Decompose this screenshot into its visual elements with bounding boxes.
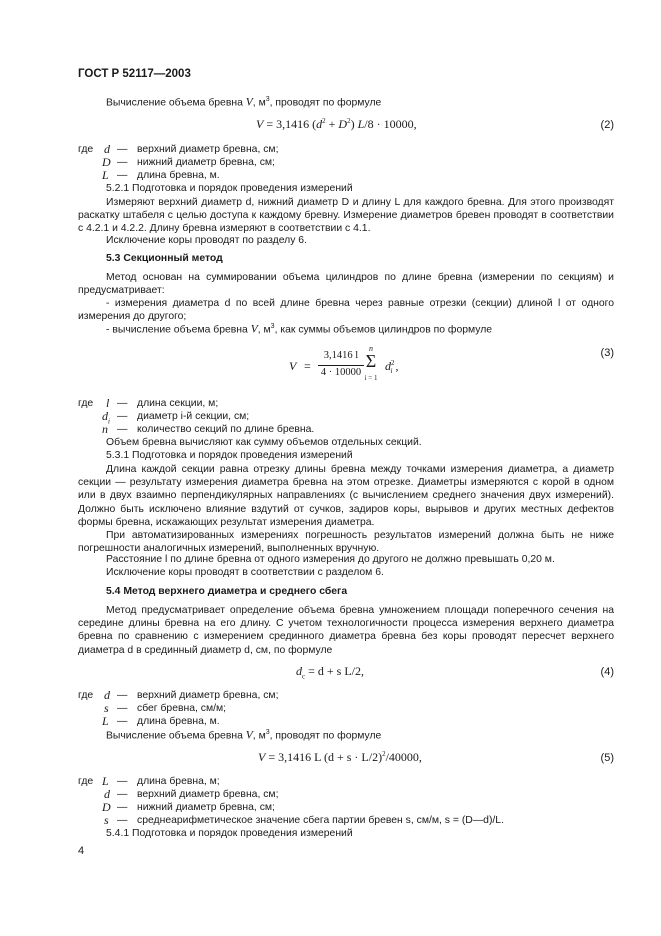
dash: — [117,716,128,727]
symbol-L: L [102,774,109,788]
dash: — [117,157,128,168]
dash: — [117,424,128,435]
symbol-d: d [104,688,110,702]
dash: — [117,690,128,701]
formula-3-denominator: 4 · 10000 [320,367,362,378]
formula-3-eq: = [304,359,311,373]
where-label: где [78,144,94,155]
symbol-desc: верхний диаметр бревна, см; [137,789,279,800]
paragraph-method-5-3: Метод основан на суммировании объема цилиндров по длине бревна (измерении по секциям) и предусматривает: [78,272,614,297]
symbol-l: l [106,396,110,410]
symbol-desc: сбег бревна, см/м; [137,703,227,714]
formula-3-numerator: 3,1416 l [323,350,359,361]
where-label: где [78,776,94,787]
symbol-L: L [102,714,109,728]
formula-3-lhs: V [289,359,297,373]
dash: — [117,170,128,181]
symbol-d-i: $d_i$ [102,409,110,426]
where-label: где [78,398,94,409]
symbol-d: d [104,787,110,801]
subsection-5-4-1: 5.4.1 Подготовка и порядок проведения измерений [106,828,353,839]
dash: — [117,802,128,813]
symbol-desc: нижний диаметр бревна, см; [137,157,275,168]
document-header: ГОСТ Р 52117—2003 [78,68,191,80]
paragraph-bark-1: Исключение коры проводят по разделу 6. [106,235,307,246]
equation-number-2: (2) [600,119,614,131]
formula-3-sum-upper: n [369,344,373,353]
where-label: где [78,690,94,701]
symbol-desc: длина бревна, м. [137,170,220,181]
paragraph-section: Длина каждой секции равна отрезку длины бревна между точками измерения диаметра, а диаметр секции — результату измерения диаметра бревна на этом отрезке. Диаметры измеряются с корой в одном или в двух взаимно перпендикулярных направлениях (с вычислением среднего значения двух измерений). Должно быть исключено влияние вздутий от сучков, задиров коры, вырывов и других местных дефектов формы бревна, искажающих результат измерения диаметра. [78,464,614,528]
equation-number-3: (3) [600,347,614,359]
symbol-desc: нижний диаметр бревна, см; [137,802,275,813]
paragraph-sum: Объем бревна вычисляют как сумму объемов отдельных секций. [106,437,422,448]
volume-intro-2: Вычисление объема бревна V, $м^3$, проводят по формуле [106,729,382,742]
subsection-5-3-1: 5.3.1 Подготовка и порядок проведения измерений [106,450,353,461]
formula-3-term: $d^2_i$ , [385,359,399,376]
symbol-s: s [104,701,109,715]
symbol-L: L [102,168,109,182]
equation-number-4: (4) [600,666,614,678]
formula-4: $d_c = d + s$ L/2, [296,664,364,681]
symbol-d: d [104,142,110,156]
symbol-desc: среднеарифметическое значение сбега партии бревен s, см/м, s = (D—d)/L. [137,815,504,826]
paragraph-bullet-2: - вычисление объема бревна V, $м^3$, как суммы объемов цилиндров по формуле [106,323,493,336]
formula-3-sum: Σ [365,351,377,371]
symbol-n: n [102,422,108,436]
paragraph-auto: При автоматизированных измерениях погрешность результатов измерений должна быть не ниже погрешности аналогичных измерений, выполненных вручную. [78,530,614,555]
heading-5-3: 5.3 Секционный метод [106,253,223,264]
volume-intro-1: Вычисление объема бревна V, $м^3$, проводят по формуле [106,96,382,109]
subsection-5-2-1: 5.2.1 Подготовка и порядок проведения измерений [106,183,353,194]
symbol-desc: длина бревна, м; [137,776,220,787]
symbol-desc: верхний диаметр бревна, см; [137,690,279,701]
paragraph-bark-2: Исключение коры проводят в соответствии с разделом 6. [106,567,384,578]
formula-5: V = 3,1416 L $(d + s \cdot L/2)^2/40000$, [258,750,422,764]
paragraph-method-5-4: Метод предусматривает определение объема бревна умножением площади поперечного сечения на середине длины бревна на его длину. С учетом технологичности процесса измерения верхнего диаметра бревна по сравнению с измерением срединного диаметра бревна без коры проводят пересчет верхнего диаметра d в срединный диаметр d, см, по формуле [78,605,614,656]
paragraph-measure: Измеряют верхний диаметр d, нижний диаметр D и длину L для каждого бревна. Для этого производят раскатку штабеля с целью доступа к каждому бревну. Измерение диаметров бревен проводят в соответствии с 4.2.1 и 4.2.2. Длину бревна измеряют в соответствии с 4.1. [78,197,614,235]
dash: — [117,144,128,155]
heading-5-4: 5.4 Метод верхнего диаметра и среднего сбега [106,586,348,597]
paragraph-distance: Расстояние l по длине бревна от одного измерения до другого не должно превышать 0,20 м. [106,554,555,565]
symbol-desc: длина секции, м; [137,398,219,409]
symbol-desc: длина бревна, м. [137,716,220,727]
dash: — [117,776,128,787]
dash: — [117,411,128,422]
paragraph-bullet-1: - измерения диаметра d по всей длине бревна через равные отрезки (секции) длиной l от одного измерения до другого; [78,298,614,323]
dash: — [117,789,128,800]
dash: — [117,703,128,714]
symbol-desc: верхний диаметр бревна, см; [137,144,279,155]
dash: — [117,398,128,409]
formula-3-fraction-bar [318,365,364,366]
symbol-desc: количество секций по длине бревна. [137,424,315,435]
symbol-D: D [102,800,111,814]
formula-2: V = 3,1416 $(d^2 + D^2) L/8 \cdot 10000$, [256,117,417,131]
symbol-s-mean: s [104,813,109,827]
symbol-D: D [102,155,111,169]
page-number: 4 [78,845,85,857]
equation-number-5: (5) [600,752,614,764]
symbol-desc: диаметр i-й секции, см; [137,411,250,422]
dash: — [117,815,128,826]
formula-3-sum-lower: i = 1 [364,374,378,382]
